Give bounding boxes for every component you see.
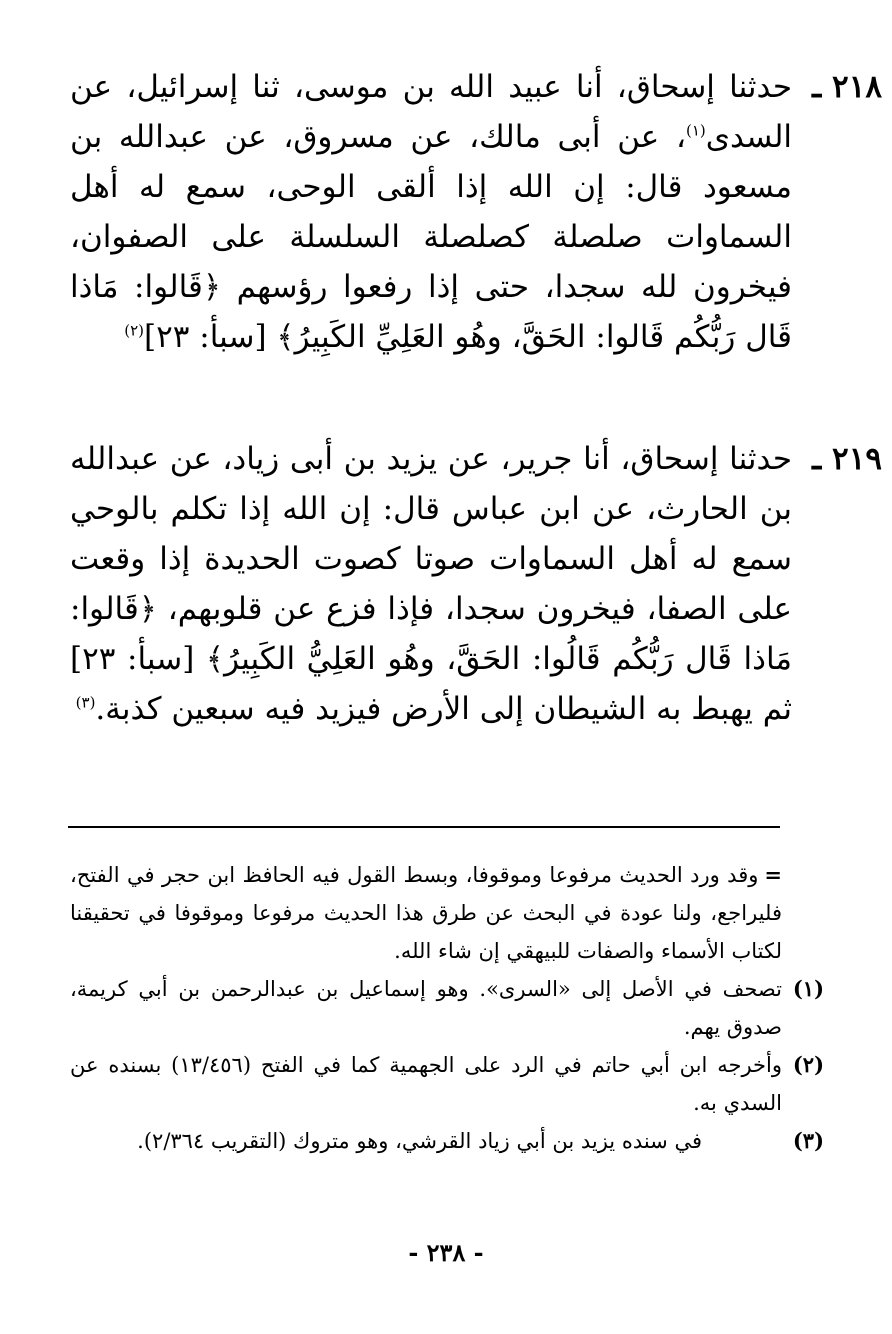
hadith-text: حدثنا إسحاق، أنا عبيد الله بن موسى، ثنا إسرائيل، عن السدى [70,69,792,155]
footnote-divider [68,826,780,828]
footnote-3 [70,1122,824,1160]
footnote-2 [70,1046,824,1122]
continuation-mark: = [764,862,782,887]
footnote-continuation [70,856,782,970]
hadith-219 [70,434,882,734]
footnote-ref[interactable]: (١) [685,121,706,140]
footnote-ref[interactable]: (٣) [75,693,96,712]
footnote-text: تصحف في الأصل إلى «السرى». وهو إسماعيل بن عبدالرحمن بن أبي كريمة، صدوق يهم. [70,977,782,1039]
footnotes [70,856,824,1160]
page-number: - ٢٣٨ - [408,1238,484,1267]
hadith-number: ٢١٨ ـ [812,69,882,105]
footnote-ref[interactable]: (٢) [124,321,144,340]
footnote-number: (٣) [792,1128,824,1153]
footnote-text: وقد ورد الحديث مرفوعا وموقوفا، وبسط القول فيه الحافظ ابن حجر في الفتح، فليراجع، ولنا عودة في البحث عن طرق هذا الحديث مرفوعا وموقوفا في تحقيقنا لكتاب الأسماء والصفات للبيهقي إن شاء الله. [70,863,782,963]
footnote-1 [70,970,824,1046]
footnote-number: (٢) [792,1052,824,1077]
hadith-218 [70,62,882,362]
footnote-text: وأخرجه ابن أبي حاتم في الرد على الجهمية كما في الفتح (١٣/٤٥٦) بسنده عن السدي به. [70,1053,782,1115]
hadith-number: ٢١٩ ـ [812,441,882,477]
hadith-text: ، عن أبى مالك، عن مسروق، عن عبدالله بن مسعود قال: إن الله إذا ألقى الوحى، سمع له أهل السماوات صلصلة كصلصلة السلسلة على الصفوان، فيخرون لله سجدا، حتى إذا رفعوا رؤسهم ﴿قَالوا: مَاذا قَال رَبُّكُم قَالوا: الحَقَّ، وهُو العَلِيِّ الكَبِيرُ﴾ [سبأ: ٢٣] [70,119,792,355]
footnote-number: (١) [792,976,824,1001]
hadith-text: حدثنا إسحاق، أنا جرير، عن يزيد بن أبى زياد، عن عبدالله بن الحارث، عن ابن عباس قال: إن الله إذا تكلم بالوحي سمع له أهل السماوات صوتا كصوت الحديدة إذا وقعت على الصفا، فيخرون سجدا، فإذا فزع عن قلوبهم، ﴿قَالوا: مَاذا قَال رَبُّكُم قَالُوا: الحَقَّ، وهُو العَلِيُّ الكَبِيرُ﴾ [سبأ: ٢٣] ثم يهبط به الشيطان إلى الأرض فيزيد فيه سبعين كذبة. [70,441,792,727]
footnote-text: في سنده يزيد بن أبي زياد القرشي، وهو متروك (التقريب ٢/٣٦٤). [137,1129,702,1153]
